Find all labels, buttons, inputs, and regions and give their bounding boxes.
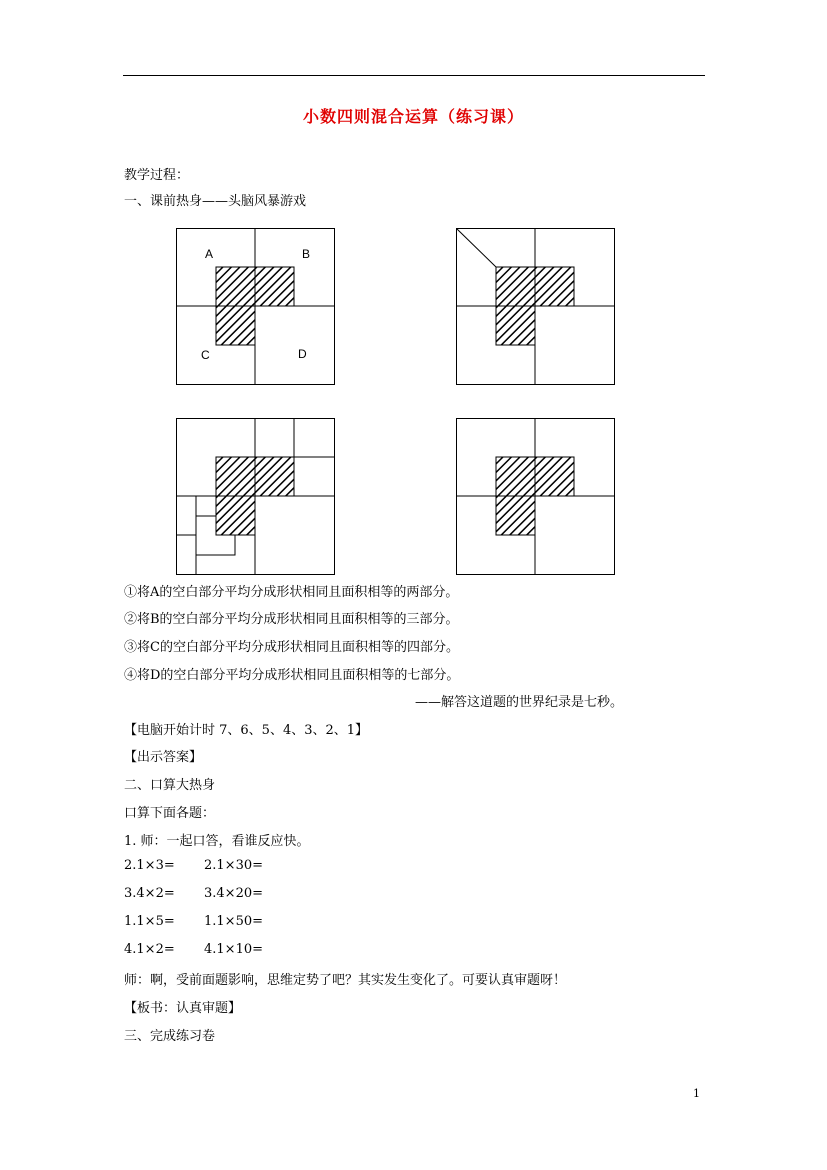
shaded-square [496, 496, 535, 535]
calc-item: 3.4×2= [124, 886, 175, 901]
calc-item: 4.1×10= [204, 942, 264, 957]
shaded-square [216, 267, 255, 306]
process-label: 教学过程： [124, 168, 190, 183]
calc-item: 2.1×30= [204, 858, 264, 873]
label-a: A [205, 247, 214, 261]
label-b: B [302, 247, 311, 261]
label-d: D [298, 347, 307, 361]
shaded-square [496, 306, 535, 345]
teacher-remark: 师：啊，受前面题影响，思维定势了吧？其实发生变化了。可要认真审题呀！ [124, 973, 567, 988]
calc-item: 4.1×2= [124, 942, 175, 957]
calc-row [124, 914, 263, 929]
teacher-instruction: 1. 师：一起口答，看谁反应快。 [124, 834, 310, 849]
shaded-square [496, 457, 535, 496]
shaded-square [216, 457, 255, 496]
shaded-square [496, 267, 535, 306]
section-3-heading: 三、完成练习卷 [124, 1029, 216, 1044]
show-answer-note: 【出示答案】 [124, 750, 203, 765]
oral-prompt: 口算下面各题： [124, 806, 216, 821]
shaded-square [216, 496, 255, 535]
figure-solution-b [456, 418, 616, 576]
task-1: ①将A的空白部分平均分成形状相同且面积相等的两部分。 [124, 585, 459, 600]
shaded-square [535, 457, 574, 496]
figure-solution-c [176, 418, 336, 576]
shaded-square [216, 306, 255, 345]
figure-labeled-abcd [176, 228, 336, 386]
shaded-square [535, 267, 574, 306]
section-2-heading: 二、口算大热身 [124, 778, 216, 793]
calc-item: 1.1×50= [204, 914, 264, 929]
page-number: 1 [693, 1087, 700, 1100]
countdown-note: 【电脑开始计时 7、6、5、4、3、2、1】 [124, 723, 369, 738]
calc-item: 2.1×3= [124, 858, 175, 873]
header-rule [123, 75, 705, 76]
record-note: ——解答这道题的世界纪录是七秒。 [414, 695, 623, 710]
label-c: C [201, 348, 210, 362]
figure-solution-a [456, 228, 616, 386]
calc-row [124, 942, 263, 957]
shaded-square [255, 267, 294, 306]
section-1-heading: 一、课前热身——头脑风暴游戏 [124, 194, 307, 209]
shaded-square [255, 457, 294, 496]
board-note: 【板书：认真审题】 [124, 1001, 242, 1016]
task-2: ②将B的空白部分平均分成形状相同且面积相等的三部分。 [124, 612, 459, 627]
calc-row [124, 858, 263, 873]
task-3: ③将C的空白部分平均分成形状相同且面积相等的四部分。 [124, 640, 459, 655]
page-title: 小数四则混合运算（练习课） [302, 107, 524, 126]
task-4: ④将D的空白部分平均分成形状相同且面积相等的七部分。 [124, 668, 460, 683]
calc-item: 3.4×20= [204, 886, 264, 901]
calc-item: 1.1×5= [124, 914, 175, 929]
calc-row [124, 886, 263, 901]
